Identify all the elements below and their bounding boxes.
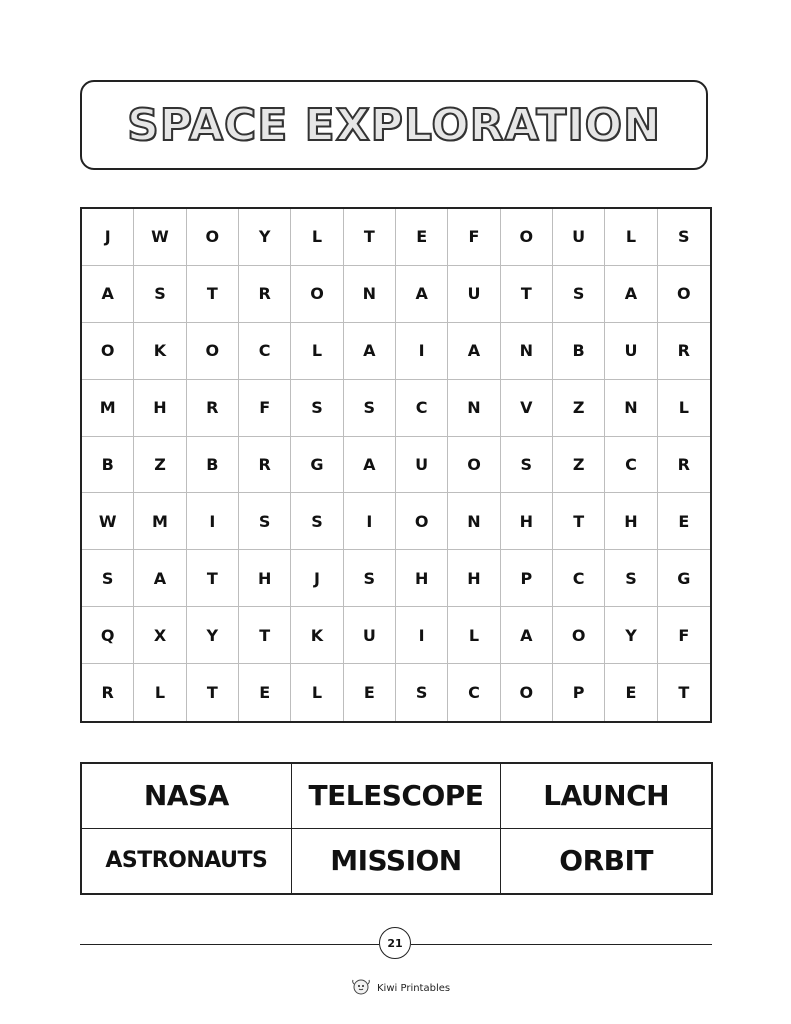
grid-cell: O: [187, 209, 239, 266]
grid-cell: R: [658, 323, 710, 380]
grid-cell: S: [291, 493, 343, 550]
grid-cell: O: [553, 607, 605, 664]
grid-cell: A: [344, 437, 396, 494]
grid-cell: Z: [553, 380, 605, 437]
grid-cell: I: [344, 493, 396, 550]
brand-footer: [350, 978, 450, 998]
page-title: SPACE EXPLORATION: [127, 99, 661, 151]
grid-cell: O: [396, 493, 448, 550]
grid-cell: T: [501, 266, 553, 323]
grid-cell: S: [501, 437, 553, 494]
grid-cell: Y: [187, 607, 239, 664]
grid-cell: E: [396, 209, 448, 266]
grid-cell: Y: [605, 607, 657, 664]
grid-cell: L: [605, 209, 657, 266]
grid-cell: A: [344, 323, 396, 380]
grid-cell: U: [344, 607, 396, 664]
grid-cell: H: [396, 550, 448, 607]
grid-cell: S: [344, 550, 396, 607]
grid-cell: O: [501, 209, 553, 266]
grid-cell: H: [239, 550, 291, 607]
grid-cell: F: [448, 209, 500, 266]
grid-cell: O: [501, 664, 553, 721]
grid-cell: P: [553, 664, 605, 721]
grid-cell: A: [448, 323, 500, 380]
grid-cell: Z: [553, 437, 605, 494]
grid-cell: R: [239, 437, 291, 494]
grid-cell: M: [134, 493, 186, 550]
grid-cell: L: [134, 664, 186, 721]
grid-cell: E: [658, 493, 710, 550]
grid-cell: L: [658, 380, 710, 437]
grid-cell: Q: [82, 607, 134, 664]
grid-cell: S: [291, 380, 343, 437]
grid-cell: O: [291, 266, 343, 323]
grid-cell: M: [82, 380, 134, 437]
grid-cell: N: [344, 266, 396, 323]
grid-cell: S: [239, 493, 291, 550]
grid-cell: R: [82, 664, 134, 721]
grid-cell: U: [396, 437, 448, 494]
grid-cell: C: [605, 437, 657, 494]
grid-cell: N: [501, 323, 553, 380]
grid-cell: T: [187, 664, 239, 721]
grid-cell: C: [448, 664, 500, 721]
grid-cell: O: [448, 437, 500, 494]
grid-cell: V: [501, 380, 553, 437]
grid-cell: T: [678, 683, 690, 703]
grid-cell: F: [658, 607, 710, 664]
grid-cell: P: [501, 550, 553, 607]
grid-cell: W: [82, 493, 134, 550]
grid-cell: G: [658, 550, 710, 607]
grid-cell: H: [134, 380, 186, 437]
grid-cell: L: [291, 323, 343, 380]
grid-cell: N: [448, 380, 500, 437]
grid-cell: S: [134, 266, 186, 323]
grid-cell: K: [134, 323, 186, 380]
grid-cell: L: [291, 209, 343, 266]
word-search-grid: [80, 207, 712, 723]
grid-cell: L: [291, 664, 343, 721]
grid-cell: Y: [239, 209, 291, 266]
kiwi-logo-icon: [350, 976, 372, 1000]
page-number-text: 21: [387, 936, 403, 950]
grid-cell: S: [658, 209, 710, 266]
grid-cell: I: [187, 493, 239, 550]
grid-cell: T: [187, 266, 239, 323]
grid-cell: F: [239, 380, 291, 437]
grid-cell: A: [82, 266, 134, 323]
grid-cell: A: [605, 266, 657, 323]
grid-cell: W: [134, 209, 186, 266]
grid-cell: U: [605, 323, 657, 380]
grid-cell: X: [134, 607, 186, 664]
grid-cell: O: [658, 266, 710, 323]
grid-cell: H: [501, 493, 553, 550]
grid-cell: G: [291, 437, 343, 494]
grid-cell: O: [187, 323, 239, 380]
grid-cell: J: [291, 550, 343, 607]
grid-cell: B: [187, 437, 239, 494]
grid-cell: O: [82, 323, 134, 380]
word-bank-item: ORBIT: [559, 844, 654, 878]
grid-cell: R: [658, 437, 710, 494]
grid-cell: A: [501, 607, 553, 664]
grid-cell: K: [291, 607, 343, 664]
grid-cell: S: [605, 550, 657, 607]
grid-cell: T: [239, 607, 291, 664]
grid-cell: A: [396, 266, 448, 323]
word-bank-item: LAUNCH: [501, 764, 711, 829]
grid-cell: S: [344, 380, 396, 437]
word-bank-item: MISSION: [292, 829, 502, 894]
grid-cell: H: [605, 493, 657, 550]
grid-cell: S: [396, 664, 448, 721]
title-banner: [80, 80, 708, 170]
grid-cell: R: [239, 266, 291, 323]
grid-cell: R: [187, 380, 239, 437]
grid-cell: I: [396, 323, 448, 380]
grid-cell: S: [553, 266, 605, 323]
grid-cell: C: [396, 380, 448, 437]
grid-cell: L: [448, 607, 500, 664]
grid-cell: B: [553, 323, 605, 380]
grid-cell: U: [448, 266, 500, 323]
grid-cell: T: [344, 209, 396, 266]
grid-cell: C: [239, 323, 291, 380]
grid-cell: U: [553, 209, 605, 266]
grid-cell: I: [396, 607, 448, 664]
footer-divider-left: [80, 944, 379, 945]
grid-cell: J: [82, 209, 134, 266]
word-bank-item: TELESCOPE: [292, 764, 502, 829]
word-bank: [80, 762, 713, 895]
grid-cell: E: [605, 664, 657, 721]
grid-cell: E: [344, 664, 396, 721]
grid-cell: N: [605, 380, 657, 437]
grid-cell: B: [82, 437, 134, 494]
grid-cell: N: [448, 493, 500, 550]
page-number: [379, 927, 411, 959]
grid-cell: A: [134, 550, 186, 607]
grid-cell: Z: [134, 437, 186, 494]
grid-cell: H: [448, 550, 500, 607]
word-bank-item: ASTRONAUTS: [82, 829, 292, 894]
grid-cell: T: [553, 493, 605, 550]
brand-name: Kiwi Printables: [377, 982, 451, 994]
footer-divider-right: [411, 944, 712, 945]
grid-cell: E: [239, 664, 291, 721]
word-bank-item: NASA: [82, 764, 292, 829]
grid-cell: S: [82, 550, 134, 607]
grid-cell: T: [187, 550, 239, 607]
grid-cell: C: [553, 550, 605, 607]
